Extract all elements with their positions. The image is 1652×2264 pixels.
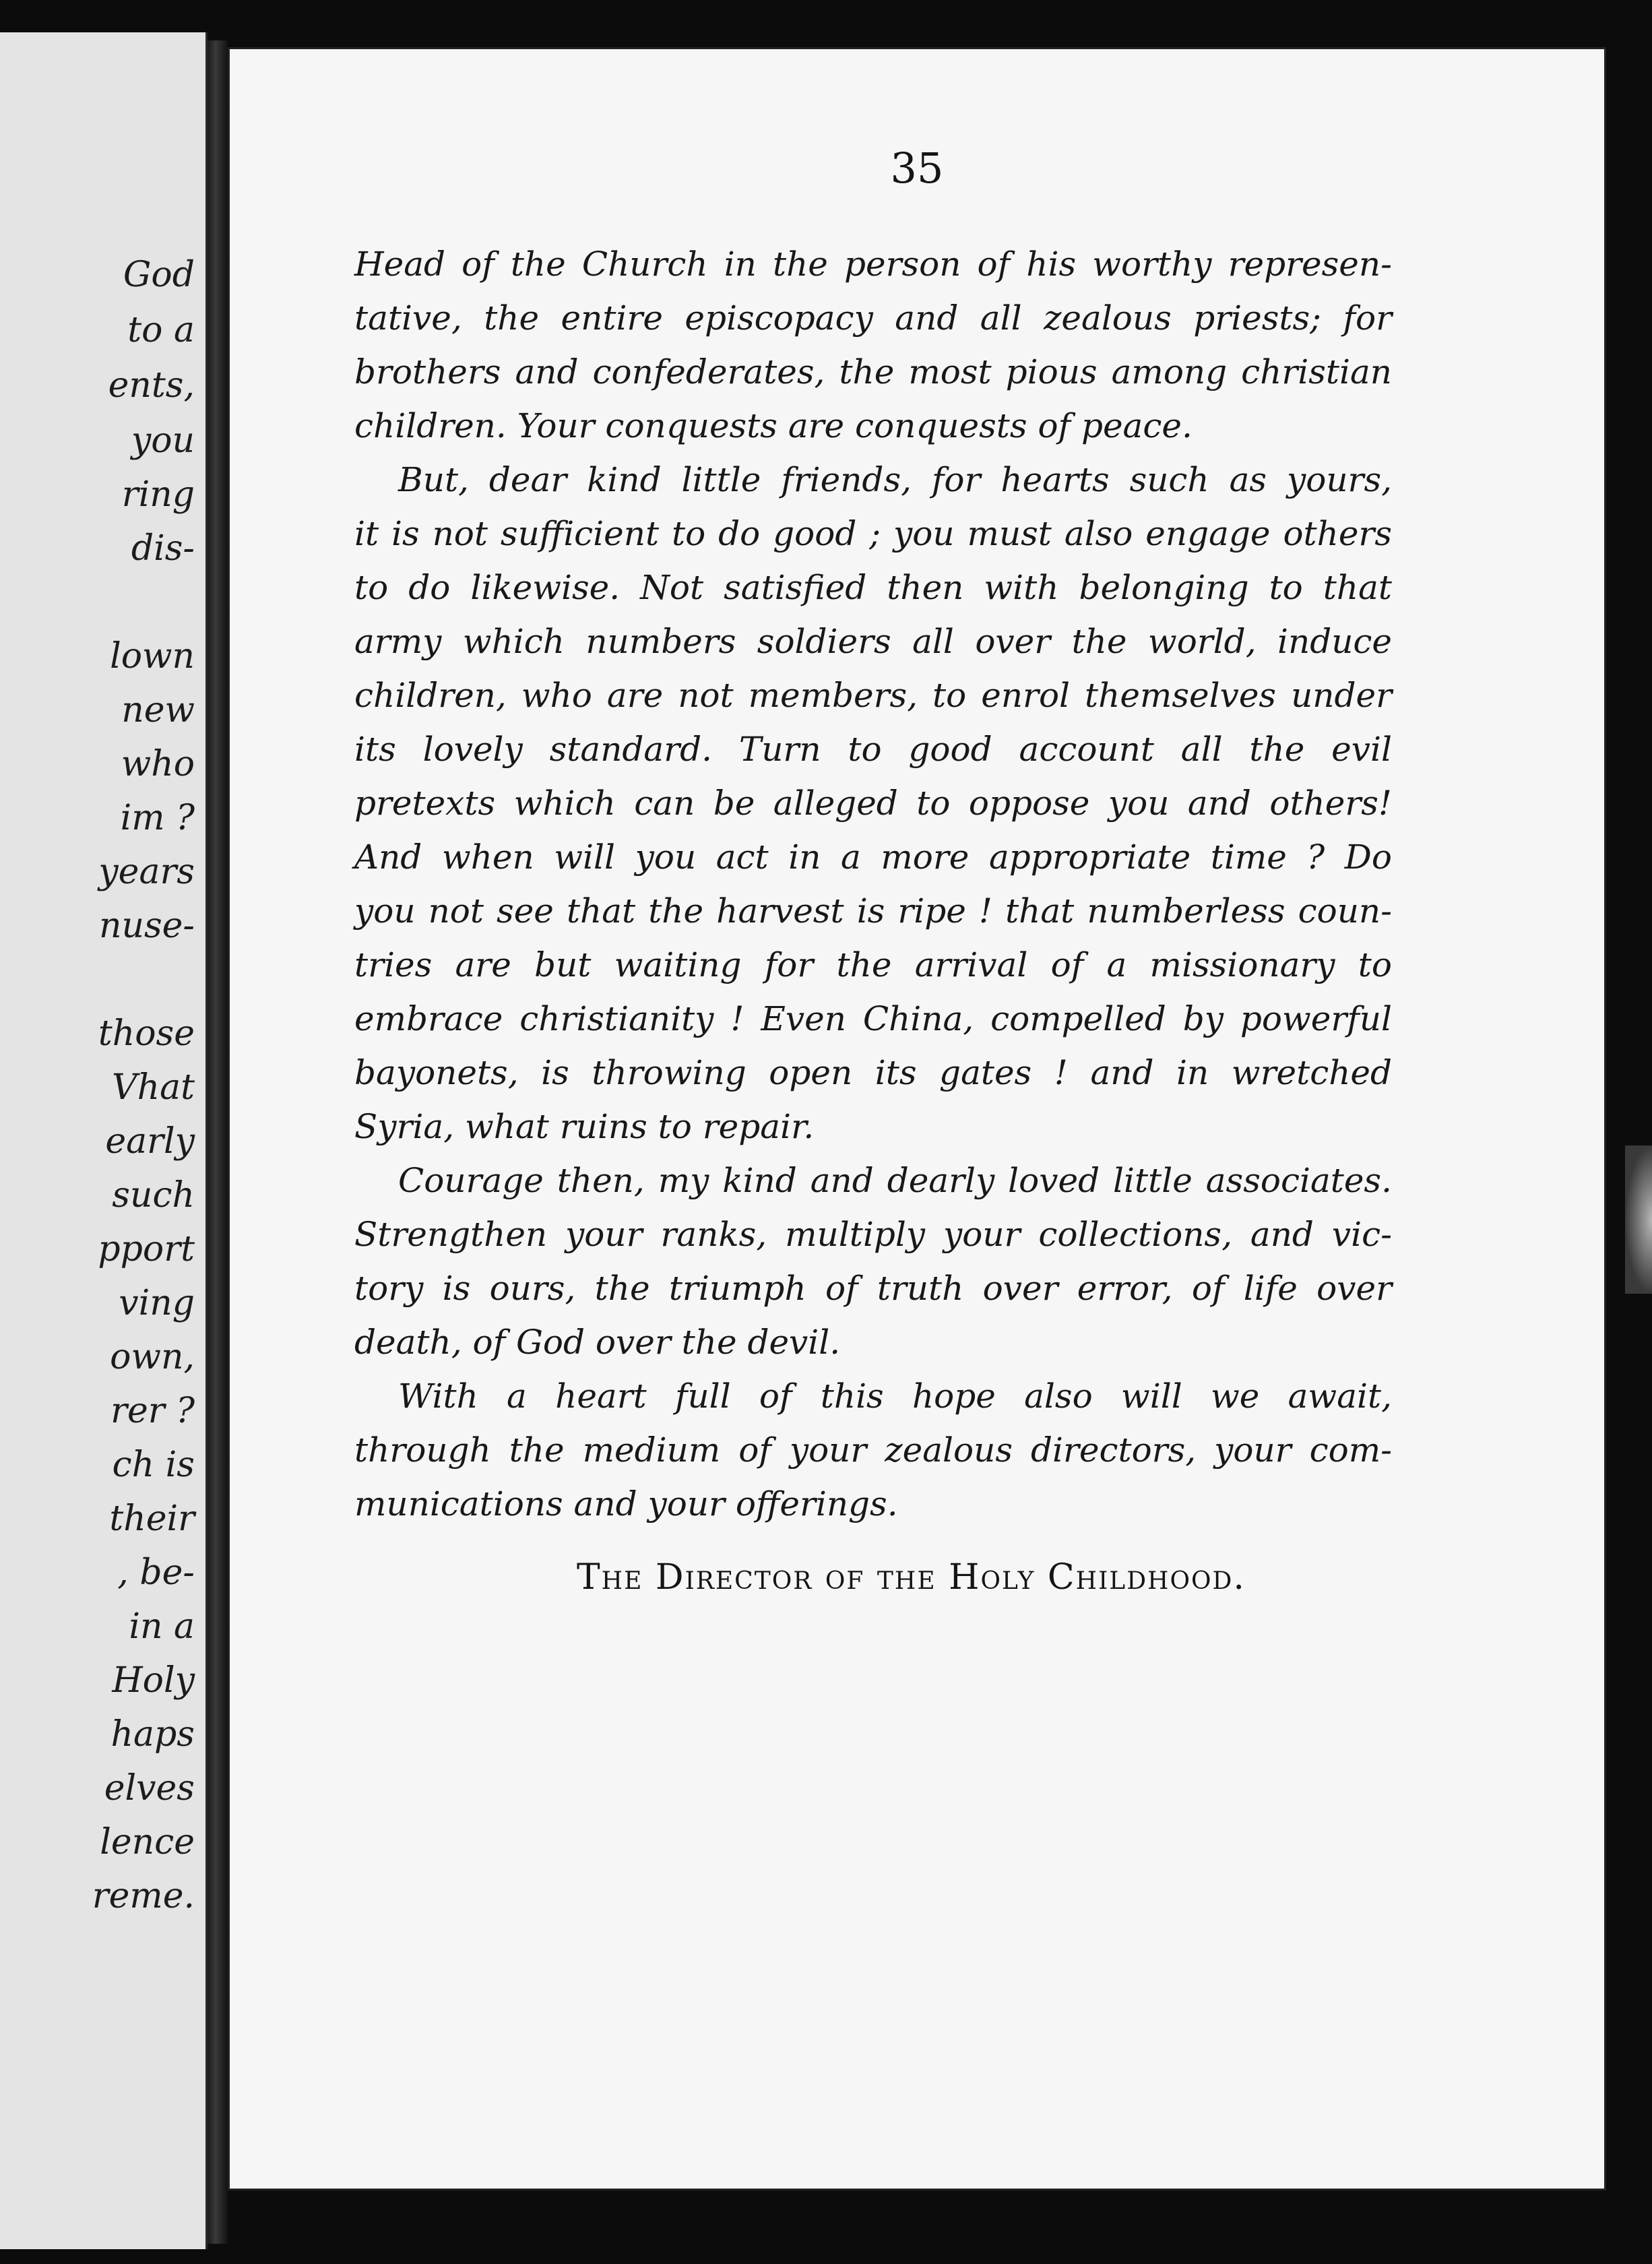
text-line: With a heart full of this hope also will we await, [398, 1377, 1392, 1416]
text-line: through the medium of your zealous directors, your com- [354, 1430, 1392, 1470]
text-line: embrace christianity ! Even China, compelled by powerful [354, 999, 1392, 1038]
text-line: Courage then, my kind and dearly loved little associates. [398, 1161, 1392, 1200]
page-number: 35 [890, 144, 944, 193]
text-line: Head of the Church in the person of his worthy represen- [354, 245, 1392, 284]
text-line: children. Your conquests are conquests of peace. [354, 406, 1193, 445]
left-line: new [121, 690, 195, 730]
text-line: army which numbers soldiers all over the world, induce [354, 622, 1392, 661]
left-line: God [123, 255, 195, 295]
page-edge-shadow [1625, 1145, 1652, 1294]
left-line: rer ? [110, 1391, 195, 1431]
text-line: munications and your offerings. [354, 1484, 898, 1523]
text-line: brothers and confederates, the most pious among christian [354, 352, 1392, 391]
text-line: tative, the entire episcopacy and all zealous priests; for [354, 298, 1392, 338]
left-line: in a [129, 1606, 195, 1647]
signature: The Director of the Holy Childhood. [577, 1557, 1246, 1598]
left-line: elves [104, 1768, 195, 1809]
left-line: haps [110, 1714, 195, 1755]
text-line: you not see that the harvest is ripe ! that numberless coun- [354, 891, 1392, 931]
text-line: tries are but waiting for the arrival of a missionary to [354, 945, 1392, 984]
book-gutter [208, 40, 228, 2244]
text-line: And when will you act in a more appropriate time ? Do [354, 838, 1392, 877]
left-line: reme. [92, 1876, 195, 1916]
left-line: you [131, 420, 195, 461]
left-line: ents, [108, 365, 195, 406]
left-line: im ? [120, 798, 195, 838]
left-line: , be- [117, 1552, 195, 1593]
left-line: lown [110, 636, 195, 677]
text-line: Strengthen your ranks, multiply your collections, and vic- [354, 1215, 1392, 1254]
text-line: to do likewise. Not satisfied then with belonging to that [354, 568, 1392, 607]
text-line: pretexts which can be alleged to oppose you and others! [354, 784, 1392, 823]
text-line: it is not sufficient to do good ; you must also engage others [354, 514, 1392, 553]
left-line: Holy [112, 1660, 195, 1701]
text-line: But, dear kind little friends, for hearts such as yours, [398, 460, 1392, 499]
left-line: lence [100, 1822, 195, 1862]
text-line: Syria, what ruins to repair. [354, 1107, 815, 1146]
text-line: bayonets, is throwing open its gates ! and in wretched [354, 1053, 1392, 1092]
left-line: their [109, 1499, 195, 1539]
left-line: to a [127, 310, 195, 350]
left-line: nuse- [98, 906, 195, 946]
left-line: ch is [112, 1445, 195, 1485]
left-line: own, [110, 1337, 195, 1377]
left-page [0, 32, 208, 2249]
left-line: dis- [131, 528, 195, 569]
text-line: children, who are not members, to enrol themselves under [354, 676, 1392, 715]
left-line: Vhat [112, 1067, 195, 1108]
left-line: pport [98, 1229, 195, 1269]
left-line: ving [119, 1283, 195, 1323]
left-line: ring [121, 474, 195, 515]
text-line: its lovely standard. Turn to good account all the evil [354, 730, 1392, 769]
left-line: early [105, 1121, 195, 1162]
text-line: death, of God over the devil. [354, 1323, 841, 1362]
text-line: tory is ours, the triumph of truth over error, of life over [354, 1269, 1392, 1308]
right-page [228, 47, 1606, 2191]
left-line: who [121, 744, 195, 784]
left-line: such [112, 1175, 195, 1216]
left-line: those [98, 1013, 195, 1054]
left-line: years [98, 852, 195, 892]
